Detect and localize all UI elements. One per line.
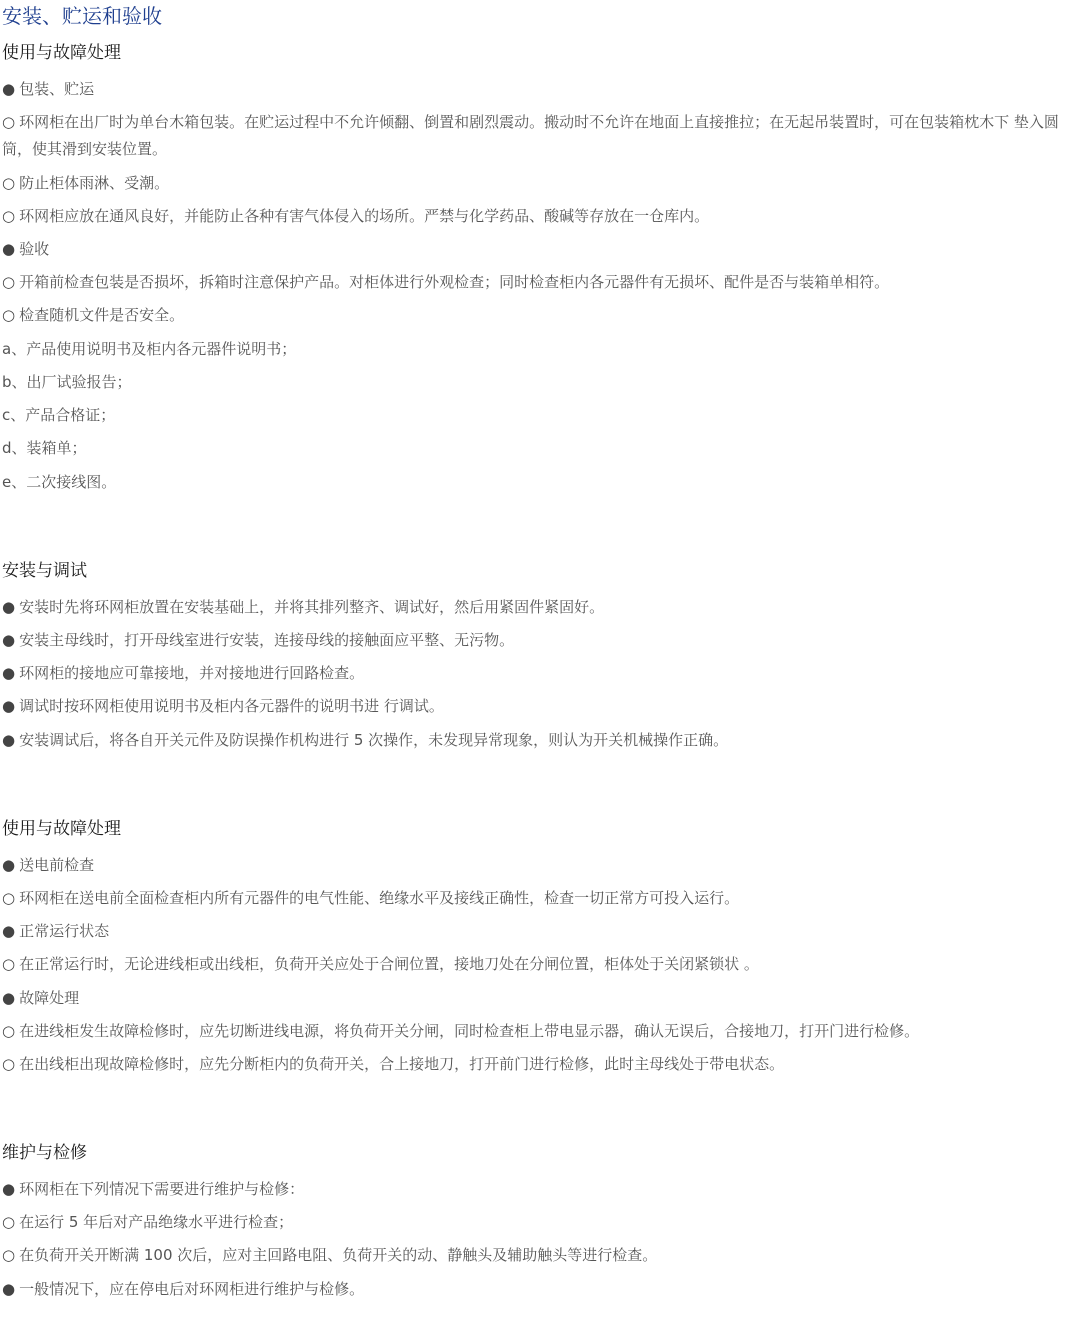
list-item [2,302,1074,328]
list-item [2,1018,1074,1044]
list-item [2,985,1074,1011]
list-item-text: 正常运行状态 [19,922,110,940]
filled-bullet-icon: ● [2,922,16,940]
list-item-text: 在负荷开关开断满 100 次后，应对主回路电阻、负荷开关的动、静触头及辅助触头等进行检查。 [19,1246,658,1264]
list-item-text: 包装、贮运 [19,80,95,98]
list-item [2,369,1074,395]
list-item [2,336,1074,362]
filled-bullet-icon: ● [2,1180,16,1198]
list-item [2,594,1074,620]
hollow-bullet-icon: ○ [2,273,16,291]
hollow-bullet-icon: ○ [2,174,16,192]
list-item [2,236,1074,262]
list-item-text: d、装箱单； [2,439,87,457]
list-item [2,627,1074,653]
list-item [2,918,1074,944]
list-item [2,76,1074,102]
list-item [2,1242,1074,1268]
list-item-text: b、出厂试验报告； [2,373,132,391]
list-item-text: 安装调试后，将各自开关元件及防误操作机构进行 5 次操作，未发现异常现象，则认为开关机械操作正确。 [19,731,729,749]
filled-bullet-icon: ● [2,856,16,874]
filled-bullet-icon: ● [2,731,16,749]
list-item-text: 安装主母线时，打开母线室进行安装，连接母线的接触面应平整、无污物。 [19,631,515,649]
list-item-text: 环网柜应放在通风良好，并能防止各种有害气体侵入的场所。严禁与化学药品、酸碱等存放在一仓库内。 [19,207,710,225]
list-item [2,402,1074,428]
list-item [2,203,1074,229]
list-item-text: 在出线柜出现故障检修时，应先分断柜内的负荷开关，合上接地刀，打开前门进行检修，此时主母线处于带电状态。 [19,1055,785,1073]
list-item [2,170,1074,196]
list-item-text: 在运行 5 年后对产品绝缘水平进行检查； [19,1213,294,1231]
section-heading-installation: 安装与调试 [2,561,87,581]
list-item [2,1051,1074,1077]
hollow-bullet-icon: ○ [2,955,16,973]
list-item-text: 在进线柜发生故障检修时，应先切断进线电源，将负荷开关分闸，同时检查柜上带电显示器，确认无误后，合接地刀，打开门进行检修。 [19,1022,920,1040]
page-title: 安装、贮运和验收 [2,4,162,28]
list-item-text: e、二次接线图。 [2,473,117,491]
list-item-text: 环网柜在送电前全面检查柜内所有元器件的电气性能、绝缘水平及接线正确性，检查一切正常方可投入运行。 [19,889,740,907]
hollow-bullet-icon: ○ [2,889,16,907]
list-item [2,109,1074,163]
list-item-text: 验收 [19,240,50,258]
hollow-bullet-icon: ○ [2,1213,16,1231]
hollow-bullet-icon: ○ [2,207,16,225]
section-heading-usage-2: 使用与故障处理 [2,819,121,839]
list-item-text: 安装时先将环网柜放置在安装基础上，并将其排列整齐、调试好，然后用紧固件紧固好。 [19,598,605,616]
section-heading-usage-1: 使用与故障处理 [2,43,121,63]
list-item [2,727,1074,753]
list-item-text: 环网柜在下列情况下需要进行维护与检修： [19,1180,305,1198]
list-item [2,269,1074,295]
list-item-text: 环网柜的接地应可靠接地，并对接地进行回路检查。 [19,664,365,682]
list-item-text: 送电前检查 [19,856,95,874]
list-item [2,469,1074,495]
filled-bullet-icon: ● [2,631,16,649]
list-item [2,1176,1074,1202]
list-item [2,951,1074,977]
list-item-text: c、产品合格证； [2,406,116,424]
list-item-text: 检查随机文件是否安全。 [19,306,185,324]
hollow-bullet-icon: ○ [2,1022,16,1040]
list-item-text: 开箱前检查包装是否损坏，拆箱时注意保护产品。对柜体进行外观检查；同时检查柜内各元器件有无损坏、配件是否与装箱单相符。 [19,273,890,291]
hollow-bullet-icon: ○ [2,113,16,131]
filled-bullet-icon: ● [2,80,16,98]
list-item-text: 调试时按环网柜使用说明书及柜内各元器件的说明书进 行调试。 [19,697,444,715]
list-item [2,435,1074,461]
list-item-text: 在正常运行时，无论进线柜或出线柜，负荷开关应处于合闸位置，接地刀处在分闸位置，柜体处于关闭紧锁状 。 [19,955,759,973]
list-item-text: 环网柜在出厂时为单台木箱包装。在贮运过程中不允许倾翻、倒置和剧烈震动。搬动时不允许在地面上直接推拉；在无起吊装置时，可在包装箱枕木下 垫入圆筒，使其滑到安装位置。 [2,113,1059,158]
list-item [2,885,1074,911]
list-item-text: 故障处理 [19,989,80,1007]
list-item [2,693,1074,719]
list-item [2,852,1074,878]
hollow-bullet-icon: ○ [2,1246,16,1264]
list-item-text: 防止柜体雨淋、受潮。 [19,174,170,192]
list-item [2,660,1074,686]
filled-bullet-icon: ● [2,1280,16,1298]
filled-bullet-icon: ● [2,697,16,715]
filled-bullet-icon: ● [2,664,16,682]
filled-bullet-icon: ● [2,240,16,258]
section-heading-maintenance: 维护与检修 [2,1143,87,1163]
hollow-bullet-icon: ○ [2,306,16,324]
filled-bullet-icon: ● [2,598,16,616]
list-item [2,1276,1074,1302]
hollow-bullet-icon: ○ [2,1055,16,1073]
filled-bullet-icon: ● [2,989,16,1007]
list-item [2,1209,1074,1235]
list-item-text: a、产品使用说明书及柜内各元器件说明书； [2,340,297,358]
list-item-text: 一般情况下，应在停电后对环网柜进行维护与检修。 [19,1280,365,1298]
